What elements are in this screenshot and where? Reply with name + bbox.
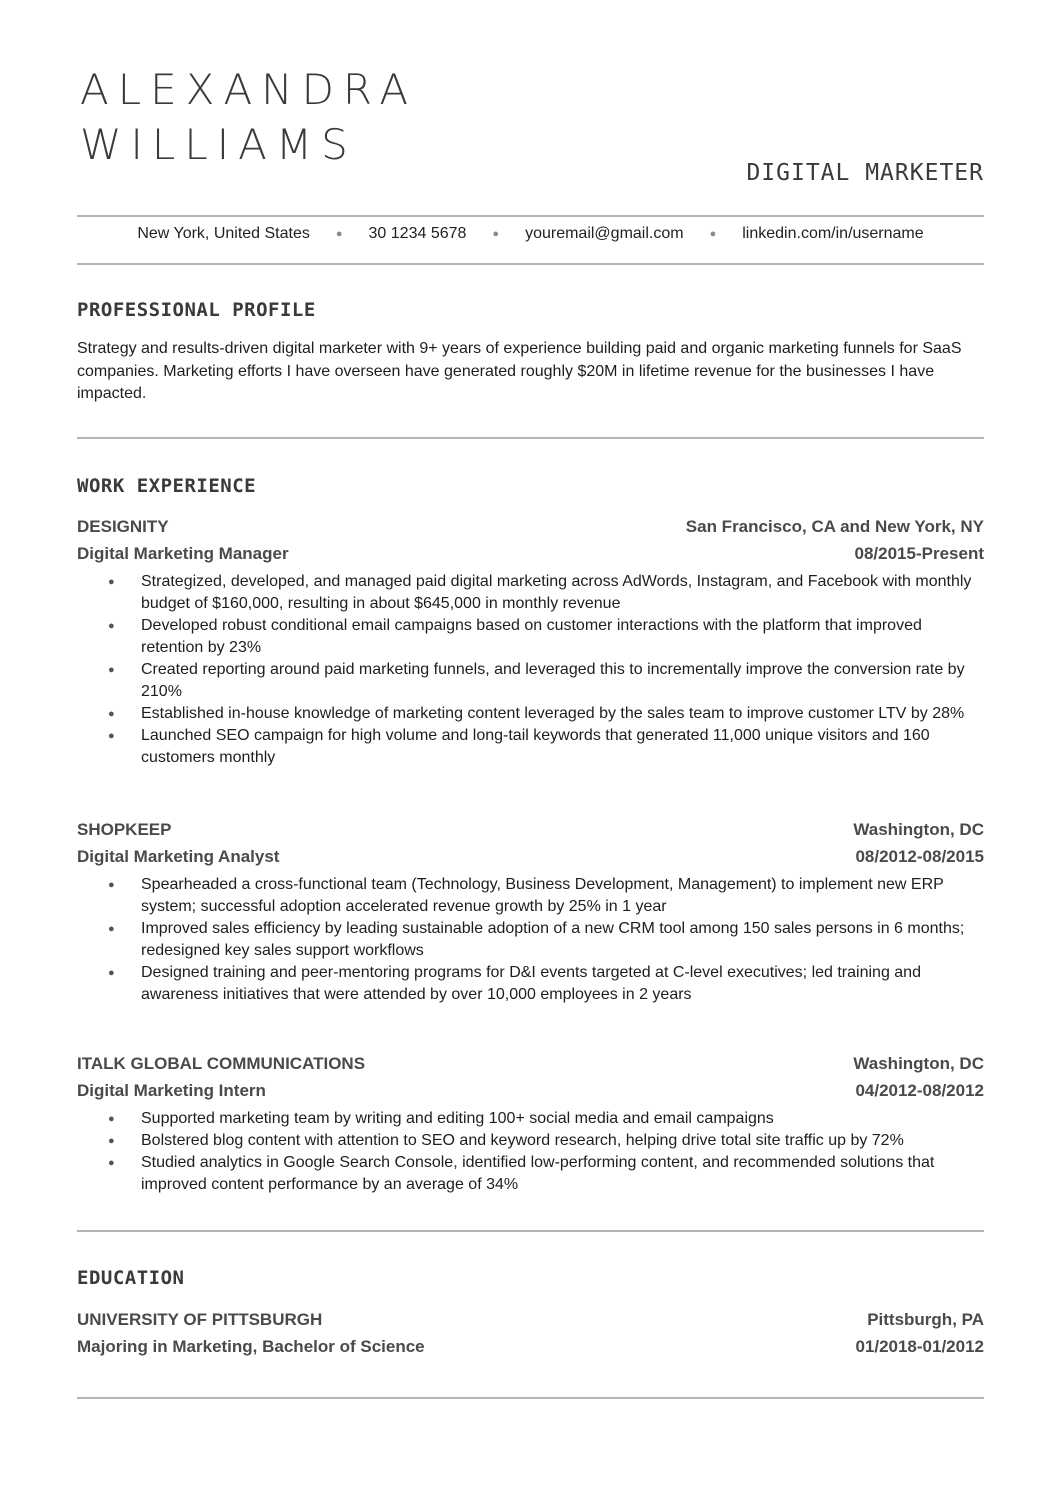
list-item: ● Developed robust conditional email campaigns based on customer interactions with the platform that improved retention by 23% — [108, 617, 922, 656]
job-entry — [77, 816, 984, 1006]
school-name: UNIVERSITY OF PITTSBURGH — [77, 1310, 323, 1329]
job-entry — [77, 513, 984, 769]
contact-location: New York, United States — [137, 225, 310, 242]
contact-phone: 30 1234 5678 — [368, 225, 467, 242]
contact-linkedin[interactable]: linkedin.com/in/username — [742, 225, 924, 242]
bullet-icon: ● — [108, 879, 115, 891]
job-role: Digital Marketing Intern — [77, 1081, 266, 1100]
contact-bar — [77, 225, 984, 243]
list-item: ● Designed training and peer-mentoring programs for D&I events targeted at C-level executives; led training and awareness initiatives that were attended by over 10,000 employees in 2 years — [108, 964, 921, 1003]
job-bullets — [77, 1108, 984, 1196]
bullet-icon: ● — [108, 1113, 115, 1125]
company-name: SHOPKEEP — [77, 820, 172, 839]
job-title: DIGITAL MARKETER — [746, 160, 984, 186]
list-item: ● Strategized, developed, and managed paid digital marketing across AdWords, Instagram, and Facebook with monthly budget of $160,000, resulting in about $645,000 in monthly revenue — [108, 573, 972, 612]
education-heading: EDUCATION — [77, 1267, 185, 1289]
education-dates: 01/2018-01/2012 — [855, 1337, 984, 1356]
experience-heading: WORK EXPERIENCE — [77, 475, 257, 497]
first-name: ALEXANDRA — [80, 65, 418, 114]
bullet-icon: ● — [108, 967, 115, 979]
bullet-separator: ● — [335, 228, 343, 240]
divider — [77, 215, 984, 217]
list-item: ● Supported marketing team by writing and editing 100+ social media and email campaigns — [77, 1108, 977, 1130]
bullet-icon: ● — [108, 1135, 115, 1147]
job-location: Washington, DC — [853, 820, 984, 839]
divider — [77, 1230, 984, 1232]
school-location: Pittsburgh, PA — [867, 1310, 984, 1329]
list-item: ● Created reporting around paid marketing funnels, and leveraged this to incrementally improve the conversion rate by 210% — [108, 661, 965, 700]
degree: Majoring in Marketing, Bachelor of Science — [77, 1337, 425, 1356]
list-item: ● Bolstered blog content with attention to SEO and keyword research, helping drive total site traffic up by 72% — [77, 1130, 977, 1152]
list-item: ● Studied analytics in Google Search Console, identified low-performing content, and recommended solutions that improved content performance by an average of 34% — [108, 1154, 935, 1193]
divider — [77, 437, 984, 439]
bullet-icon: ● — [108, 576, 115, 588]
job-entry — [77, 1050, 984, 1196]
job-location: Washington, DC — [853, 1054, 984, 1073]
last-name: WILLIAMS — [80, 120, 357, 169]
list-item: ● Launched SEO campaign for high volume and long-tail keywords that generated 11,000 unique visitors and 160 customers monthly — [108, 727, 930, 766]
bullet-icon: ● — [108, 620, 115, 632]
education-entry — [77, 1306, 984, 1360]
list-item: ● Established in-house knowledge of marketing content leveraged by the sales team to improve customer LTV by 28% — [77, 703, 977, 725]
company-name: DESIGNITY — [77, 517, 169, 536]
divider — [77, 1397, 984, 1399]
job-dates: 08/2012-08/2015 — [855, 847, 984, 866]
divider — [77, 263, 984, 265]
bullet-icon: ● — [108, 664, 115, 676]
job-role: Digital Marketing Analyst — [77, 847, 280, 866]
profile-summary: Strategy and results-driven digital marketer with 9+ years of experience building paid and organic marketing funnels for SaaS companies. Marketing efforts I have overseen have generated roughly $20M in lifetime revenue for the businesses I have impacted. — [77, 340, 962, 402]
bullet-separator: ● — [492, 228, 500, 240]
candidate-name — [80, 62, 417, 172]
bullet-icon: ● — [108, 730, 115, 742]
contact-email[interactable]: youremail@gmail.com — [525, 225, 684, 242]
company-name: ITALK GLOBAL COMMUNICATIONS — [77, 1054, 366, 1073]
job-role: Digital Marketing Manager — [77, 544, 289, 563]
job-dates: 04/2012-08/2012 — [855, 1081, 984, 1100]
job-bullets — [77, 874, 984, 1006]
job-location: San Francisco, CA and New York, NY — [685, 517, 984, 536]
bullet-icon: ● — [108, 708, 115, 720]
bullet-icon: ● — [108, 923, 115, 935]
job-dates: 08/2015-Present — [854, 544, 984, 563]
list-item: ● Improved sales efficiency by leading sustainable adoption of a new CRM tool among 150 sales persons in 6 months; redesigned key sales support workflows — [108, 920, 965, 959]
job-bullets — [77, 571, 984, 769]
bullet-separator: ● — [709, 228, 717, 240]
profile-heading: PROFESSIONAL PROFILE — [77, 299, 316, 321]
list-item: ● Spearheaded a cross-functional team (Technology, Business Development, Management) to implement new ERP system; successful adoption accelerated revenue growth by 25% in 1 year — [108, 876, 944, 915]
bullet-icon: ● — [108, 1157, 115, 1169]
resume-page — [77, 0, 984, 1500]
